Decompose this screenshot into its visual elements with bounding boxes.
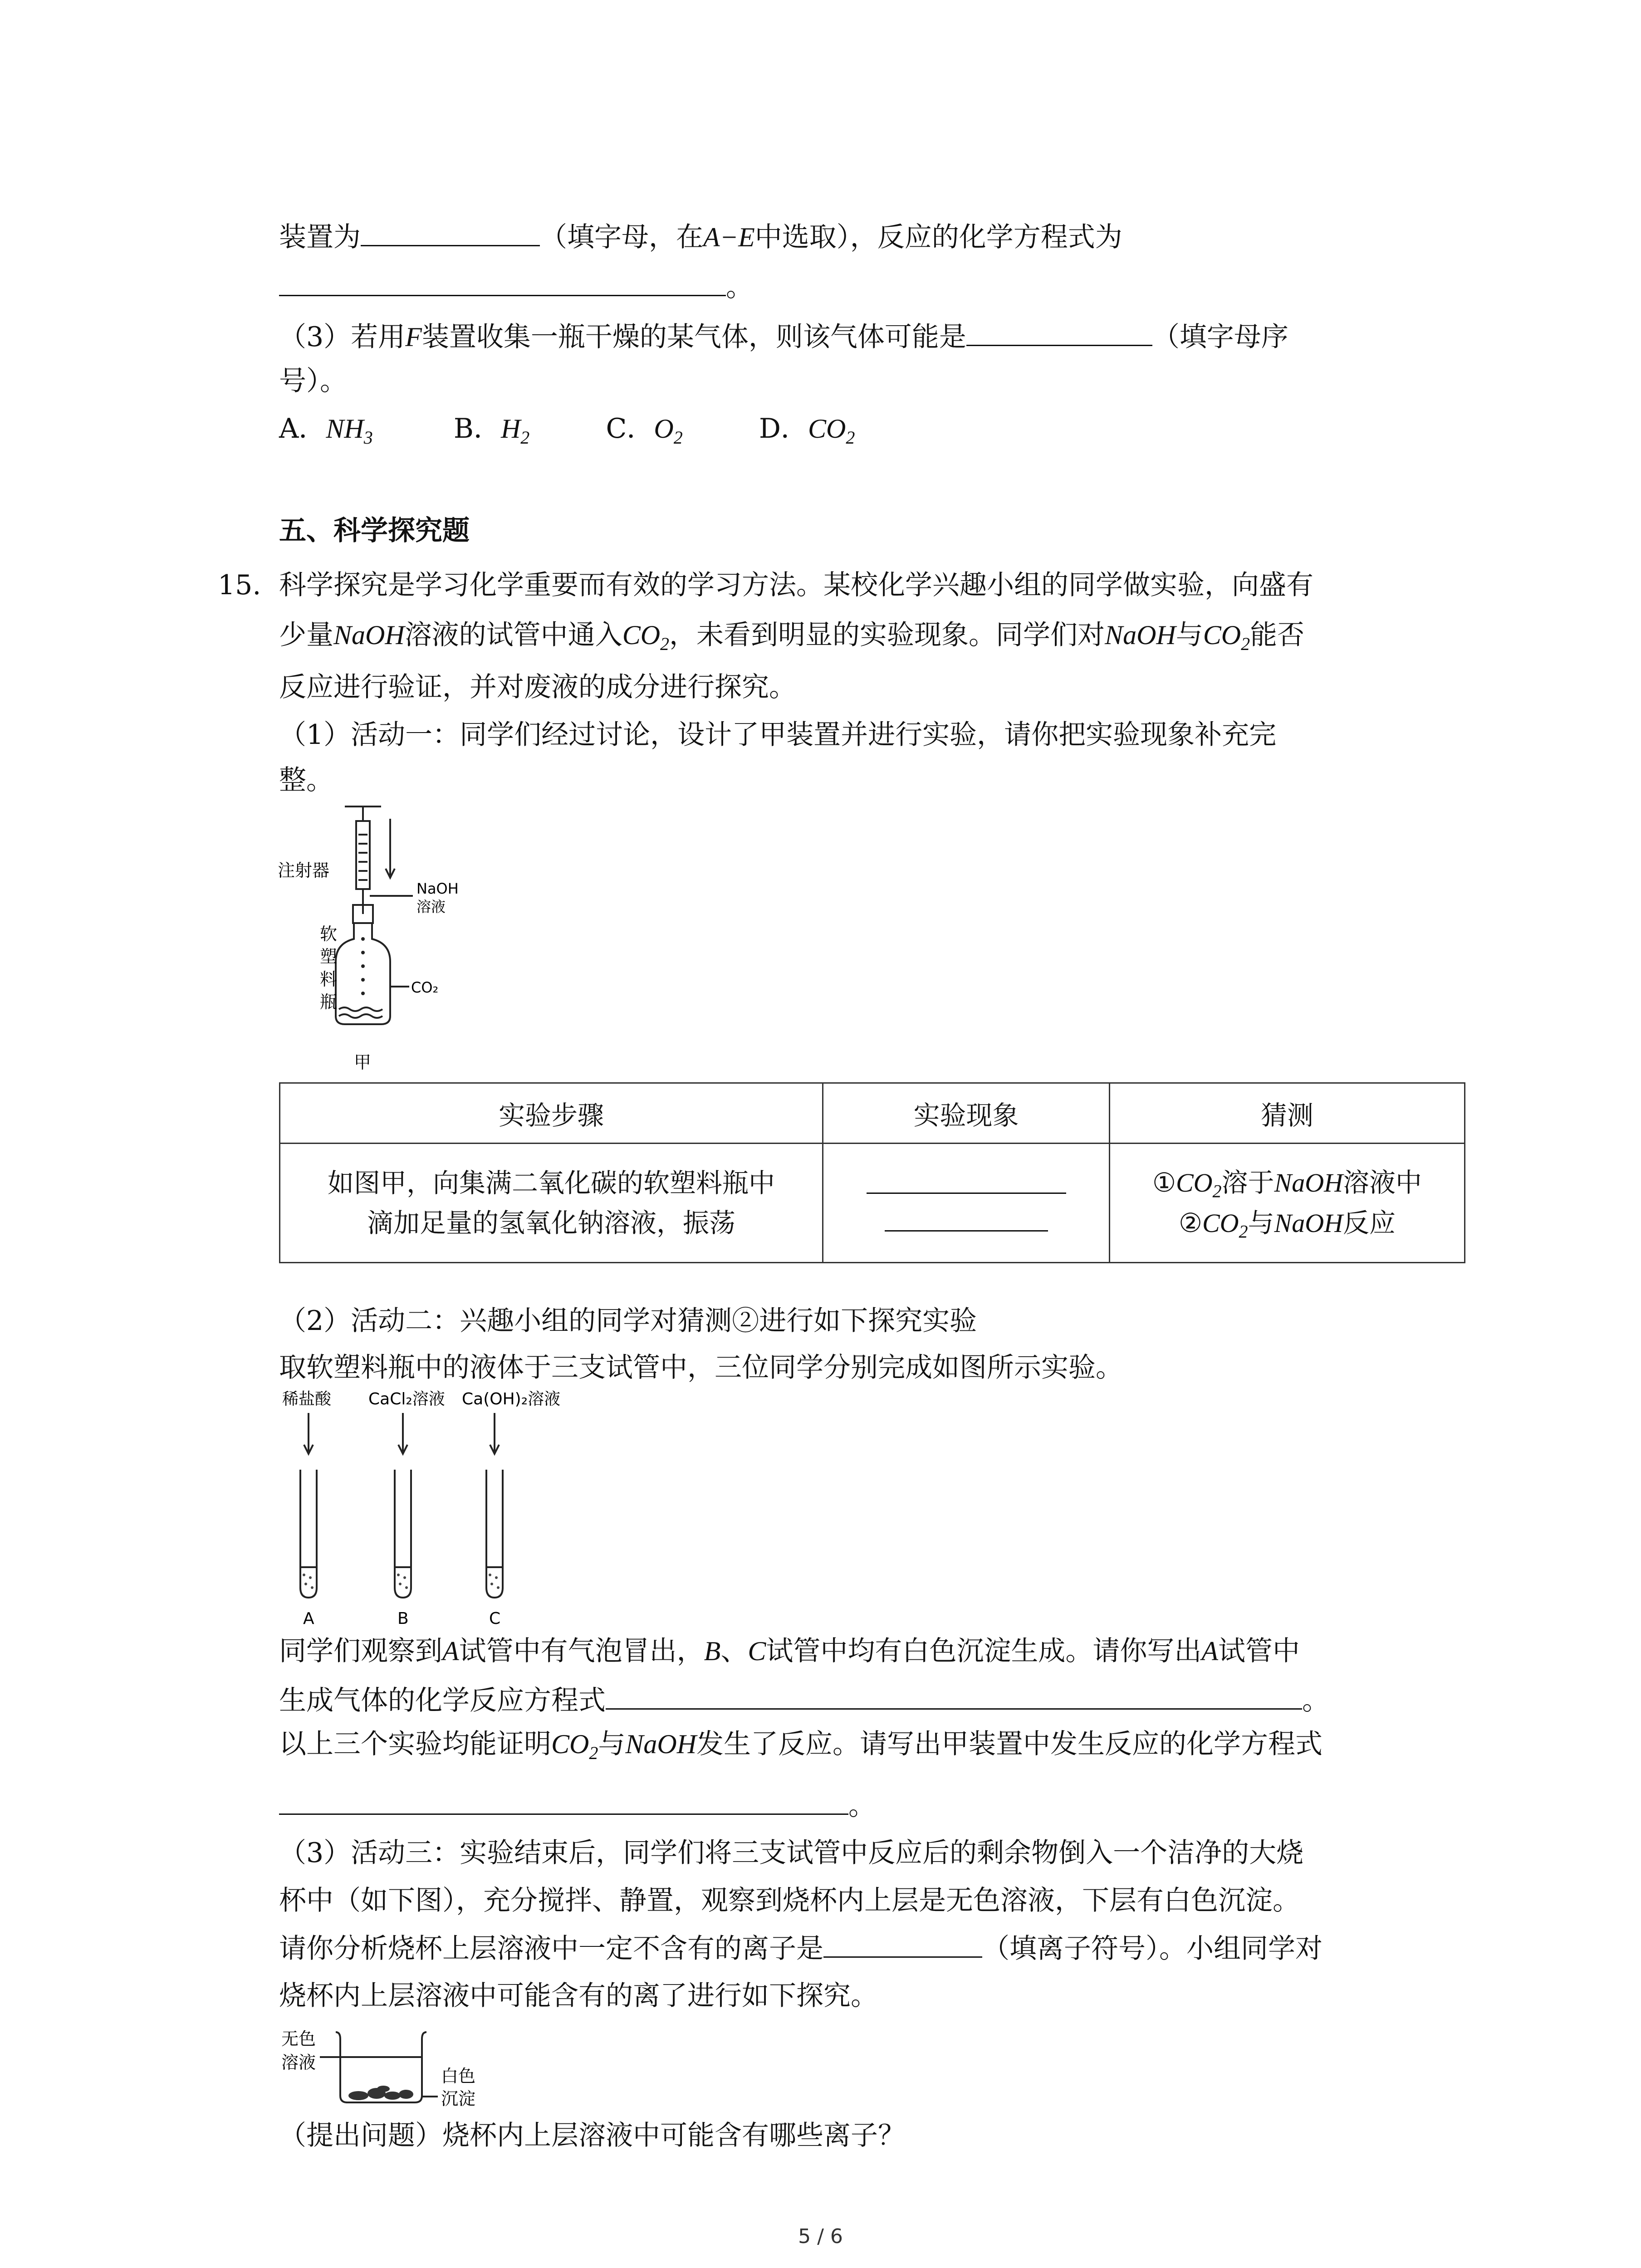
answer-blank[interactable] [606,1682,1302,1710]
label-bottle-3: 料 [320,969,338,989]
text-line: （提出问题）烧杯内上层溶液中可能含有哪些离子？ [279,2120,905,2151]
text-line: 生成气体的化学反应方程式 。 [279,1682,1329,1719]
tube-label: C [489,1609,501,1628]
text-line: （1）活动一：同学们经过讨论，设计了甲装置并进行实验，请你把实验现象补充完 [279,719,1277,751]
table-header: 猜测 [1110,1083,1465,1144]
label-colorless: 无色 [281,2029,316,2049]
page-number: 5 / 6 [798,2225,843,2248]
label-syringe: 注射器 [278,860,330,880]
text-line: （2）活动二：兴趣小组的同学对猜测②进行如下探究实验 [279,1305,977,1337]
label-white: 白色 [441,2066,476,2086]
text-line: 少量NaOH溶液的试管中通入$CO_2$，未看到明显的实验现象。同学们对NaOH与$CO_2$能否 [279,619,1305,654]
label-jia: 甲 [354,1052,372,1072]
label-bottle-2: 塑 [320,947,338,967]
beaker-figure [277,2023,531,2109]
text-line: 反应进行验证，并对废液的成分进行探究。 [279,671,796,703]
table-header: 实验步骤 [280,1083,823,1144]
answer-blank[interactable] [823,1930,982,1958]
text: 号）。 [279,365,347,397]
answer-blank[interactable] [279,1787,848,1815]
answer-blank[interactable] [279,269,726,296]
text-line: 烧杯内上层溶液中可能含有的离了进行如下探究。 [279,1980,878,2012]
text-line: 科学探究是学习化学重要而有效的学习方法。某校化学兴趣小组的同学做实验，向盛有 [279,569,1313,601]
section-heading: 五、科学探究题 [279,515,470,547]
text: （填字母，在 [540,221,703,253]
reagent-label: 稀盐酸 [282,1390,332,1408]
text: 装置为 [279,221,361,253]
reagent-label: Ca(OH)₂溶液 [462,1390,561,1408]
text-line [279,219,1122,255]
test-tubes-figure [272,1388,599,1633]
symbol: A−E [703,222,755,252]
option-d[interactable]: D．$CO_2$ [759,413,855,448]
text-line: 取软塑料瓶中的液体于三支试管中，三位同学分别完成如图所示实验。 [279,1352,1123,1383]
table-header: 实验现象 [823,1083,1110,1144]
answer-blank[interactable] [885,1226,1048,1232]
options-row [279,411,855,447]
text-line: 请你分析烧杯上层溶液中一定不含有的离子是 （填离子符号）。小组同学对 [279,1930,1323,1967]
label-bottle-1: 软 [320,924,338,944]
label-naoh: NaOH [416,880,459,897]
text: 装置收集一瓶干燥的某气体，则该气体可能是 [421,321,966,353]
option-c[interactable]: C．$O_2$ [606,413,683,448]
label-solution: 溶液 [281,2053,316,2072]
tube-label: B [397,1609,409,1628]
experiment-table [279,1082,1465,1263]
option-a[interactable]: A．$NH_3$ [279,413,373,448]
question-number: 15. [218,569,261,601]
label-co2: CO₂ [411,979,439,996]
label-solution: 溶液 [416,898,446,915]
answer-blank[interactable] [361,219,540,246]
question-3 [279,318,1288,355]
text: 中选取），反应的化学方程式为 [754,221,1122,253]
answer-blank[interactable] [867,1174,1066,1194]
label-bottle-4: 瓶 [320,992,338,1012]
text: （3）若用 [279,321,406,353]
text-line: 。 [279,1787,876,1824]
text-line: 同学们观察到A试管中有气泡冒出，B、C试管中均有白色沉淀生成。请你写出A试管中 [279,1635,1300,1667]
text: 。 [726,271,753,303]
label-precipitate: 沉淀 [441,2089,476,2109]
apparatus-jia-figure [277,803,513,1075]
text-line: 杯中（如下图），充分搅拌、静置，观察到烧杯内上层是无色溶液，下层有白色沉淀。 [279,1885,1300,1916]
answer-blank[interactable] [966,318,1152,346]
text-line: 整。 [279,764,333,796]
reagent-label: CaCl₂溶液 [368,1390,445,1408]
text-line [279,269,753,305]
option-b[interactable]: B．$H_2$ [453,413,530,448]
table-cell-step: 如图甲，向集满二氧化碳的软塑料瓶中 滴加足量的氢氧化钠溶液，振荡 [280,1144,823,1263]
text: （填字母序 [1152,321,1288,353]
table-cell-guess: $①CO_2$溶于NaOH溶液中 $②CO_2$与NaOH反应 [1110,1144,1465,1263]
tube-label: A [303,1609,314,1628]
text-line: 以上三个实验均能证明$CO_2$与NaOH发生了反应。请写出甲装置中发生反应的化学方程式 [279,1728,1323,1763]
text-line: （3）活动三：实验结束后，同学们将三支试管中反应后的剩余物倒入一个洁净的大烧 [279,1837,1304,1869]
symbol: F [405,322,422,352]
text-line [279,363,347,399]
table-cell-phenomenon [823,1144,1110,1263]
